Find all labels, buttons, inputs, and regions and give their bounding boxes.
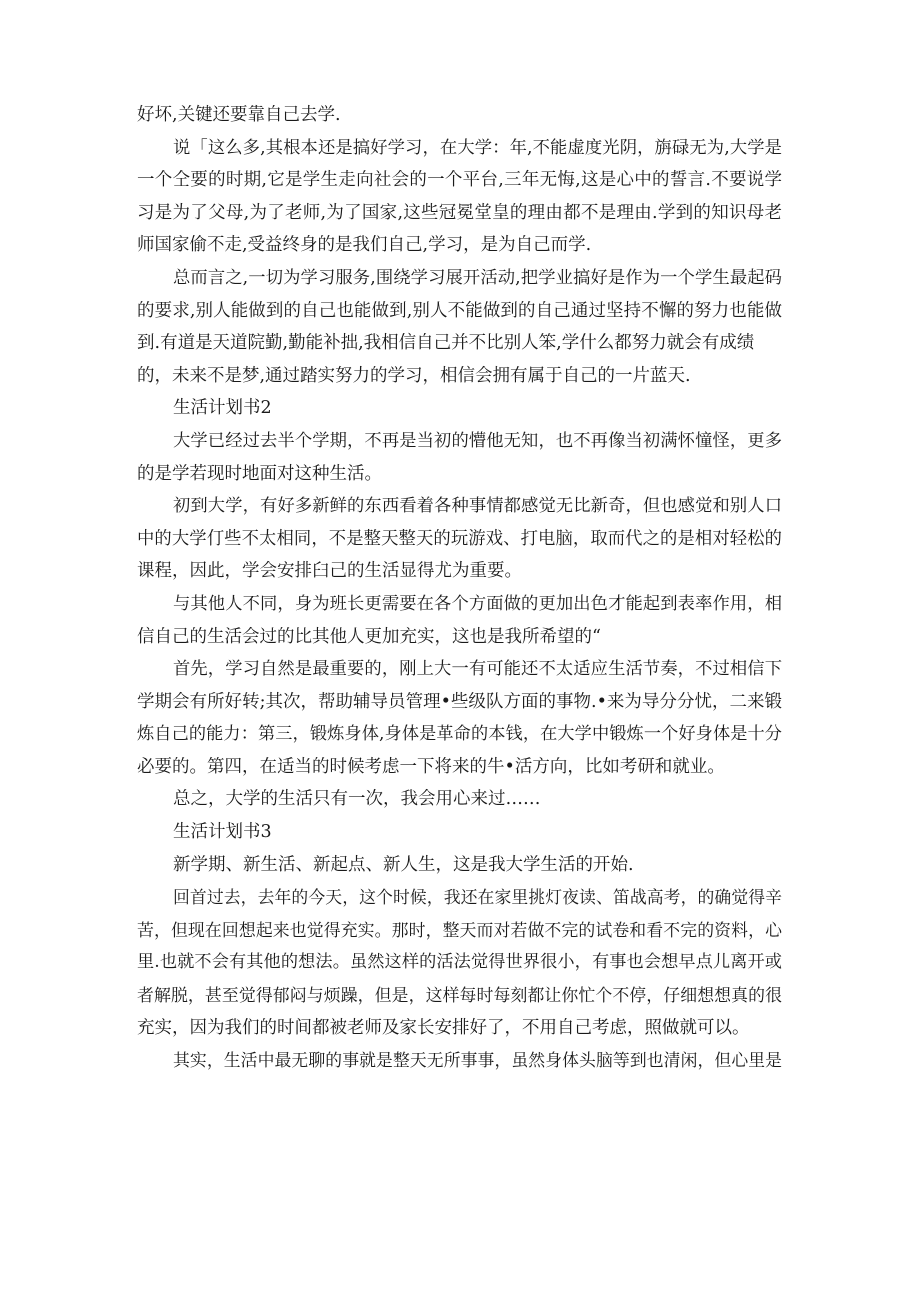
- text-line: 的要求,别人能做到的自己也能做到,别人不能做到的自己通过坚持不懈的努力也能做: [137, 300, 782, 321]
- text-line: 到.有道是天道院勤,勤能补拙,我相信自己并不比别人笨,学什么都努力就会有成绩: [137, 333, 755, 354]
- text-line: 必要的。第四，在适当的时候考虑一下将来的牛•活方向，比如考研和就业。: [137, 756, 725, 777]
- text-line: 好坏,关键还要靠自己去学.: [137, 105, 341, 125]
- text-line: 习是为了父母,为了老师,为了国家,这些冠冕堂皇的理由都不是理由.学到的知识母老: [137, 202, 782, 223]
- section-heading: 生活计划书3: [173, 822, 272, 843]
- text-line: 信自己的生活会过的比其他人更加充实，这也是我所希望的“: [137, 626, 601, 647]
- text-line: 里.也就不会有其他的想法。虽然这样的活法觉得世界很小，有事也会想早点儿离开或: [137, 952, 782, 973]
- text-line: 新学期、新生活、新起点、新人生，这是我大学生活的开始.: [173, 854, 634, 875]
- text-line: 中的大学仃些不太相同，不是整天整天的玩游戏、打电脑，取而代之的是相对轻松的: [137, 528, 782, 549]
- text-line: 与其他人不同，身为班长更需要在各个方面做的更加出色才能起到表率作用，相: [173, 593, 782, 614]
- text-line: 其实，生活中最无聊的事就是整天无所事事，虽然身体头脑等到也清闲，但心里是: [173, 1050, 782, 1071]
- text-line: 苦，但现在回想起来也觉得充实。那时，整天而对若做不完的试卷和看不完的资料，心: [137, 919, 782, 940]
- text-line: 课程，因此，学会安排臼己的生活显得尤为重要。: [137, 561, 522, 582]
- text-line: 首先，学习自然是最重要的，刚上大一有可能还不太适应生活节奏，不过相信下: [173, 659, 782, 680]
- text-line: 回首过去，去年的今天，这个时候，我还在家里挑灯夜读、笛战高考，的确觉得辛: [173, 887, 782, 908]
- text-line: 总而言之,一切为学习服务,围绕学习展开活动,把学业搞好是作为一个学生最起码: [173, 267, 782, 288]
- text-line: 的是学若现时地面对这种生活。: [137, 463, 382, 484]
- text-line: 充实，因为我们的时间都被老师及家长安排好了，不用自己考虑，照做就可以。: [137, 1017, 750, 1038]
- document-body: [137, 99, 782, 1077]
- text-line: 师国家偷不走,受益终身的是我们自己,学习，是为自己而学.: [137, 235, 592, 256]
- text-line: 学期会有所好转;其次，帮助辅导员管理•些级队方面的事物.•来为导分分忧，二来锻: [137, 691, 782, 712]
- text-line: 的，未来不是梦,通过踏实努力的学习，相信会拥有属于自己的一片蓝天.: [137, 365, 691, 386]
- text-line: 炼自己的能力：第三，锻炼身体,身体是革命的本钱，在大学中锻炼一个好身体是十分: [137, 724, 782, 745]
- text-line: 者解脱，甚至觉得郁闷与烦躁，但是，这样每时每刻都让你忙个不停，仔细想想真的很: [137, 985, 782, 1006]
- text-line: 总之，大学的生活只有一次，我会用心来过……: [173, 789, 541, 810]
- text-line: 一个仝要的时期,它是学生走向社会的一个平台,三年无悔,这是心中的誓言.不要说学: [137, 170, 782, 191]
- text-line: 大学已经过去半个学期，不再是当初的懵他无知，也不再像当初满怀憧怪，更多: [173, 430, 782, 451]
- text-line: 初到大学，有好多新鲜的东西看着各种事情都感觉无比新奇，但也感觉和别人口: [173, 496, 782, 517]
- section-heading: 生活计划书2: [173, 398, 272, 419]
- text-line: 说「这么多,其根本还是搞好学习，在大学：年,不能虚度光阴，旃碌无为,大学是: [173, 137, 782, 158]
